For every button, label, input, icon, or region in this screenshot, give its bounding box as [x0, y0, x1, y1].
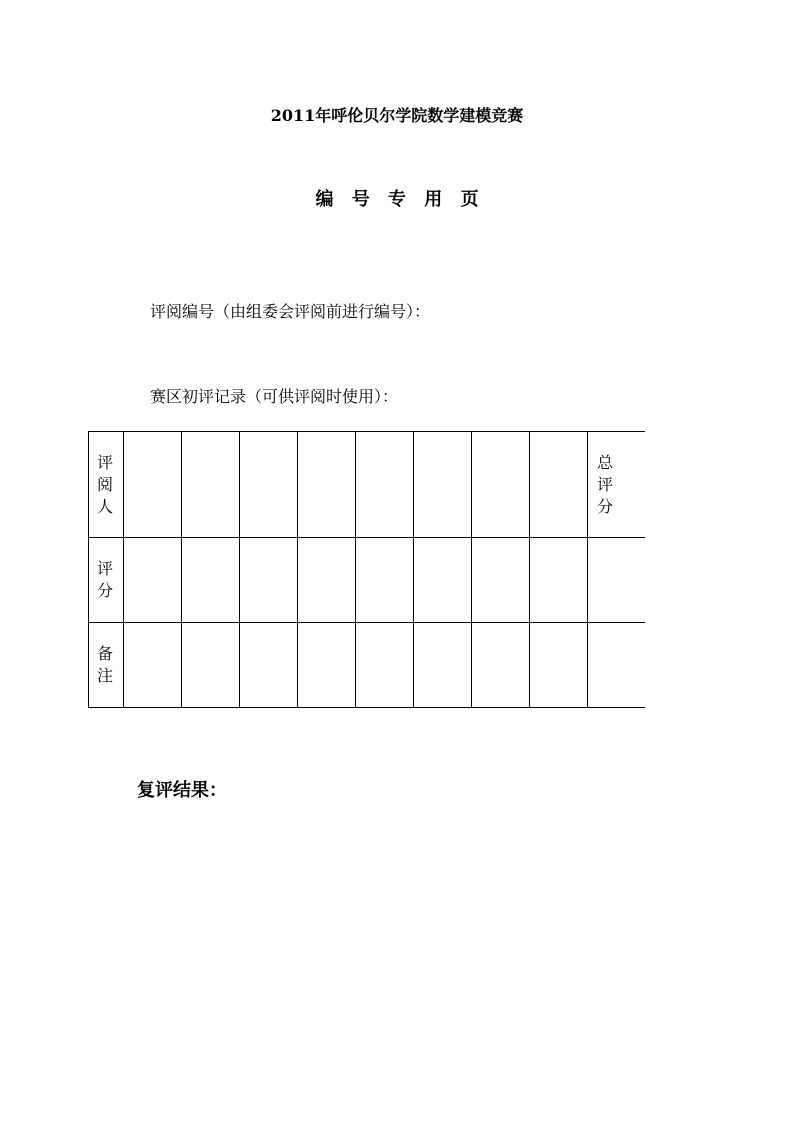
table-cell[interactable]: [182, 432, 240, 538]
subtitle-char: 编: [315, 189, 334, 210]
table-row-score: [89, 538, 646, 623]
table-cell[interactable]: [240, 623, 298, 708]
table-cell[interactable]: [298, 623, 356, 708]
row-header-score-label: 评分: [97, 559, 114, 600]
table-cell[interactable]: [472, 432, 530, 538]
table-cell[interactable]: [124, 432, 182, 538]
table-cell[interactable]: [530, 623, 588, 708]
table-cell[interactable]: [240, 432, 298, 538]
total-remarks-cell[interactable]: [588, 623, 646, 708]
page-subtitle: [0, 187, 794, 213]
table-cell[interactable]: [414, 538, 472, 623]
table-cell[interactable]: [124, 623, 182, 708]
table-cell[interactable]: [472, 538, 530, 623]
score-table: [88, 431, 645, 708]
total-score-header: [588, 432, 646, 538]
table-cell[interactable]: [356, 432, 414, 538]
subtitle-char: 页: [460, 189, 479, 210]
row-header-remarks: [89, 623, 124, 708]
table-cell[interactable]: [414, 432, 472, 538]
row-header-reviewer: [89, 432, 124, 538]
table-cell[interactable]: [124, 538, 182, 623]
table-cell[interactable]: [356, 623, 414, 708]
review-number-label: 评阅编号（由组委会评阅前进行编号）：: [150, 302, 431, 321]
table-cell[interactable]: [182, 538, 240, 623]
page-title: 2011年呼伦贝尔学院数学建模竞赛: [270, 106, 524, 125]
table-cell[interactable]: [530, 432, 588, 538]
table-cell[interactable]: [472, 623, 530, 708]
table-cell[interactable]: [298, 538, 356, 623]
table-cell[interactable]: [182, 623, 240, 708]
subtitle-char: 用: [424, 189, 443, 210]
table-row-remarks: [89, 623, 646, 708]
preliminary-record-label: 赛区初评记录（可供评阅时使用）：: [150, 387, 399, 406]
subtitle-char: 号: [351, 189, 370, 210]
total-score-header-label: 总评分: [597, 453, 614, 516]
table-cell[interactable]: [240, 538, 298, 623]
subtitle-char: 专: [388, 189, 406, 210]
table-cell[interactable]: [530, 538, 588, 623]
table-cell[interactable]: [356, 538, 414, 623]
table-cell[interactable]: [414, 623, 472, 708]
table-row-reviewer: [89, 432, 646, 538]
row-header-score: [89, 538, 124, 623]
table-cell[interactable]: [298, 432, 356, 538]
total-score-cell[interactable]: [588, 538, 646, 623]
row-header-reviewer-label: 评阅人: [97, 453, 114, 516]
review-result-label: 复评结果：: [137, 780, 227, 801]
row-header-remarks-label: 备注: [97, 644, 114, 685]
